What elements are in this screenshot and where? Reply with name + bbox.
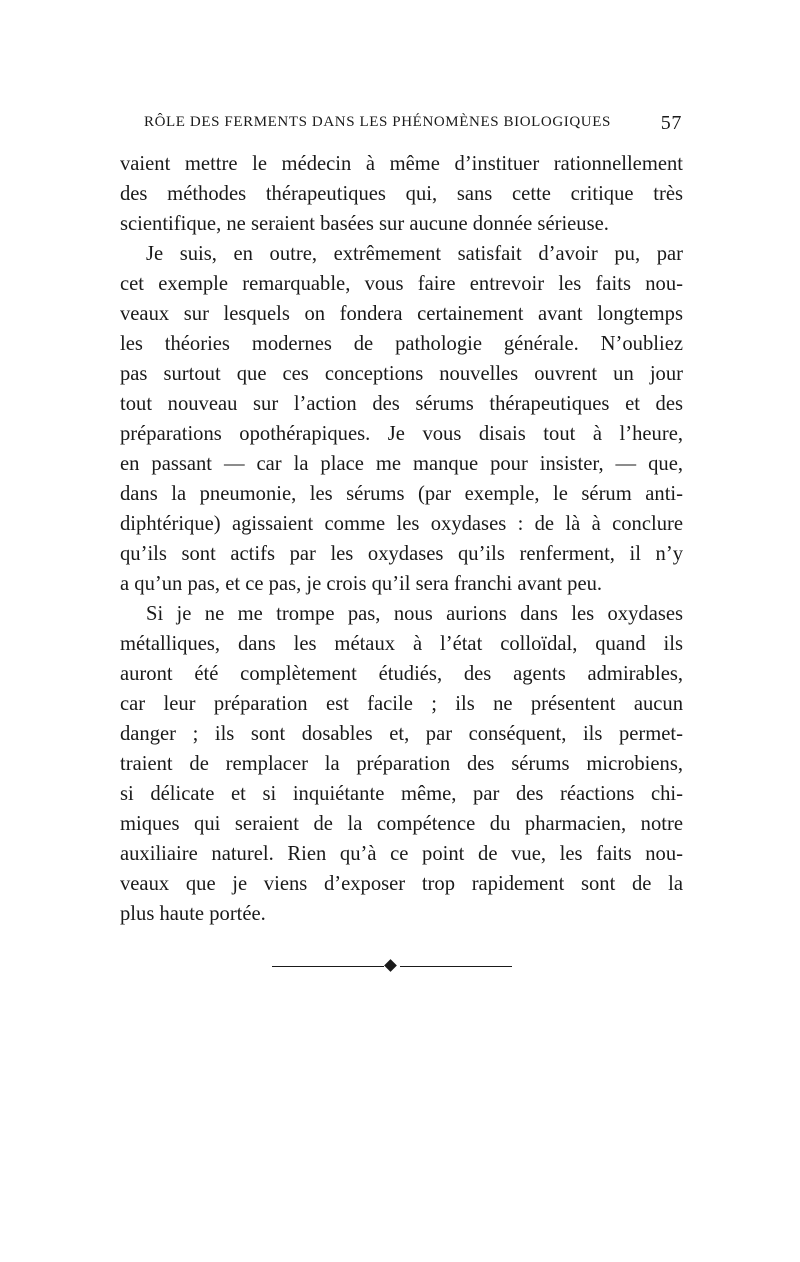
text-line: auxiliaire naturel. Rien qu’à ce point de vue, les faits nou- bbox=[120, 843, 683, 865]
end-ornament bbox=[272, 958, 512, 976]
body-text bbox=[120, 149, 683, 929]
text-line: vaient mettre le médecin à même d’instituer rationnellement bbox=[120, 153, 683, 175]
text-line: danger ; ils sont dosables et, par conséquent, ils permet- bbox=[120, 723, 683, 745]
text-line: car leur préparation est facile ; ils ne présentent aucun bbox=[120, 693, 683, 715]
paragraph-start-line: Si je ne me trompe pas, nous aurions dans les oxydases bbox=[146, 603, 683, 625]
text-line: diphtérique) agissaient comme les oxydases : de là à conclure bbox=[120, 513, 683, 535]
text-line: plus haute portée. bbox=[120, 903, 266, 925]
text-line: tout nouveau sur l’action des sérums thérapeutiques et des bbox=[120, 393, 683, 415]
text-line: auront été complètement étudiés, des agents admirables, bbox=[120, 663, 683, 685]
paragraph-start-line: Je suis, en outre, extrêmement satisfait d’avoir pu, par bbox=[146, 243, 683, 265]
page-number: 57 bbox=[660, 112, 682, 134]
text-line: veaux que je viens d’exposer trop rapidement sont de la bbox=[120, 873, 683, 895]
text-line: scientifique, ne seraient basées sur aucune donnée sérieuse. bbox=[120, 213, 609, 235]
text-line: les théories modernes de pathologie générale. N’oubliez bbox=[120, 333, 683, 355]
text-line: a qu’un pas, et ce pas, je crois qu’il sera franchi avant peu. bbox=[120, 573, 603, 595]
running-head bbox=[144, 112, 684, 136]
ornament-rule-right bbox=[400, 966, 512, 967]
text-line: pas surtout que ces conceptions nouvelles ouvrent un jour bbox=[120, 363, 683, 385]
text-line: préparations opothérapiques. Je vous disais tout à l’heure, bbox=[120, 423, 683, 445]
text-line: traient de remplacer la préparation des sérums microbiens, bbox=[120, 753, 683, 775]
text-line: des méthodes thérapeutiques qui, sans cette critique très bbox=[120, 183, 683, 205]
text-line: cet exemple remarquable, vous faire entrevoir les faits nou- bbox=[120, 273, 683, 295]
ornament-rule-left bbox=[272, 966, 384, 967]
diamond-icon bbox=[384, 959, 397, 972]
text-line: si délicate et si inquiétante même, par des réactions chi- bbox=[120, 783, 683, 805]
text-line: qu’ils sont actifs par les oxydases qu’ils renferment, il n’y bbox=[120, 543, 683, 565]
text-line: dans la pneumonie, les sérums (par exemple, le sérum anti- bbox=[120, 483, 683, 505]
text-line: en passant — car la place me manque pour insister, — que, bbox=[120, 453, 683, 475]
text-line: miques qui seraient de la compétence du pharmacien, notre bbox=[120, 813, 683, 835]
running-title: RÔLE DES FERMENTS DANS LES PHÉNOMÈNES BIOLOGIQUES bbox=[144, 114, 611, 130]
text-line: métalliques, dans les métaux à l’état colloïdal, quand ils bbox=[120, 633, 683, 655]
text-line: veaux sur lesquels on fondera certainement avant longtemps bbox=[120, 303, 683, 325]
